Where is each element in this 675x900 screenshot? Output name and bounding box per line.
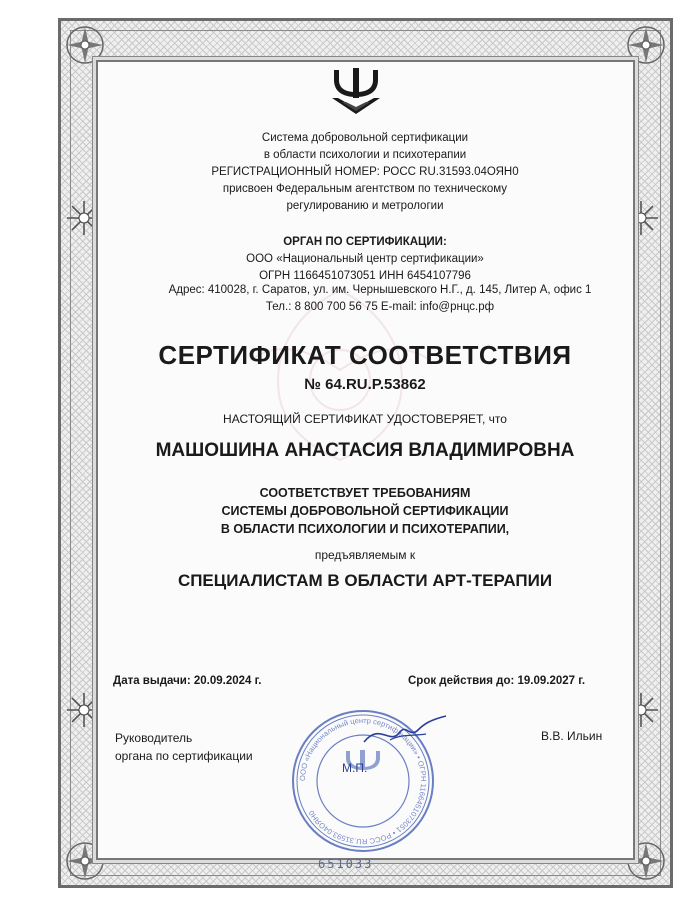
organ-contacts — [100, 282, 660, 316]
psi-logo-icon — [322, 64, 390, 116]
header-line: присвоен Федеральным агентством по техническому — [222, 183, 508, 195]
certification-body — [100, 234, 630, 285]
certificate-number: № 64.RU.P.53862 — [304, 376, 426, 393]
system-header — [100, 130, 630, 215]
organ-ids: ОГРН 1166451073051 ИНН 6454107796 — [259, 270, 471, 282]
signatory-role — [115, 729, 253, 765]
header-line: Система добровольной сертификации — [261, 132, 469, 144]
stamp-ring-text: ООО «Национальный центр сертификации» • ОГРН 1166451073051 • РОСС RU.31593.04ОЯН0 — [297, 715, 429, 847]
presented-to: предъявляемым к — [314, 548, 416, 562]
holder-name: МАШОШИНА АНАСТАСИЯ ВЛАДИМИРОВНА — [155, 440, 575, 461]
conformity-line: СИСТЕМЫ ДОБРОВОЛЬНОЙ СЕРТИФИКАЦИИ — [221, 504, 509, 518]
signer-name: В.В. Ильин — [541, 729, 603, 743]
certify-statement: НАСТОЯЩИЙ СЕРТИФИКАТ УДОСТОВЕРЯЕТ, что — [223, 412, 507, 426]
handwritten-signature-icon — [360, 712, 450, 752]
organ-name: ООО «Национальный центр сертификации» — [246, 253, 484, 265]
issue-date: Дата выдачи: 20.09.2024 г. — [113, 675, 262, 687]
organ-title: ОРГАН ПО СЕРТИФИКАЦИИ: — [283, 236, 447, 248]
conformity-line: В ОБЛАСТИ ПСИХОЛОГИИ И ПСИХОТЕРАПИИ, — [220, 522, 510, 536]
header-line: регулированию и метрологии — [286, 200, 444, 212]
organ-phone-email: Тел.: 8 800 700 56 75 E-mail: info@рнцс.рф — [265, 301, 495, 313]
serial-number: 651033 — [318, 857, 374, 871]
role-line: Руководитель — [115, 731, 193, 745]
registration-number: РЕГИСТРАЦИОННЫЙ НОМЕР: РОСС RU.31593.04ОЯН0 — [211, 166, 519, 178]
header-line: в области психологии и психотерапии — [263, 149, 467, 161]
stamp-label: М.П. — [342, 761, 368, 775]
valid-until-date: Срок действия до: 19.09.2027 г. — [408, 675, 586, 687]
certificate-title: СЕРТИФИКАТ СООТВЕТСТВИЯ — [158, 340, 572, 370]
specialization: СПЕЦИАЛИСТАМ В ОБЛАСТИ АРТ-ТЕРАПИИ — [177, 571, 553, 590]
role-line: органа по сертификации — [115, 749, 253, 763]
organ-address: Адрес: 410028, г. Саратов, ул. им. Чернышевского Н.Г., д. 145, Литер А, офис 1 — [168, 284, 592, 296]
conformity-line: СООТВЕТСТВУЕТ ТРЕБОВАНИЯМ — [259, 486, 471, 500]
conformity-statement — [100, 484, 630, 538]
